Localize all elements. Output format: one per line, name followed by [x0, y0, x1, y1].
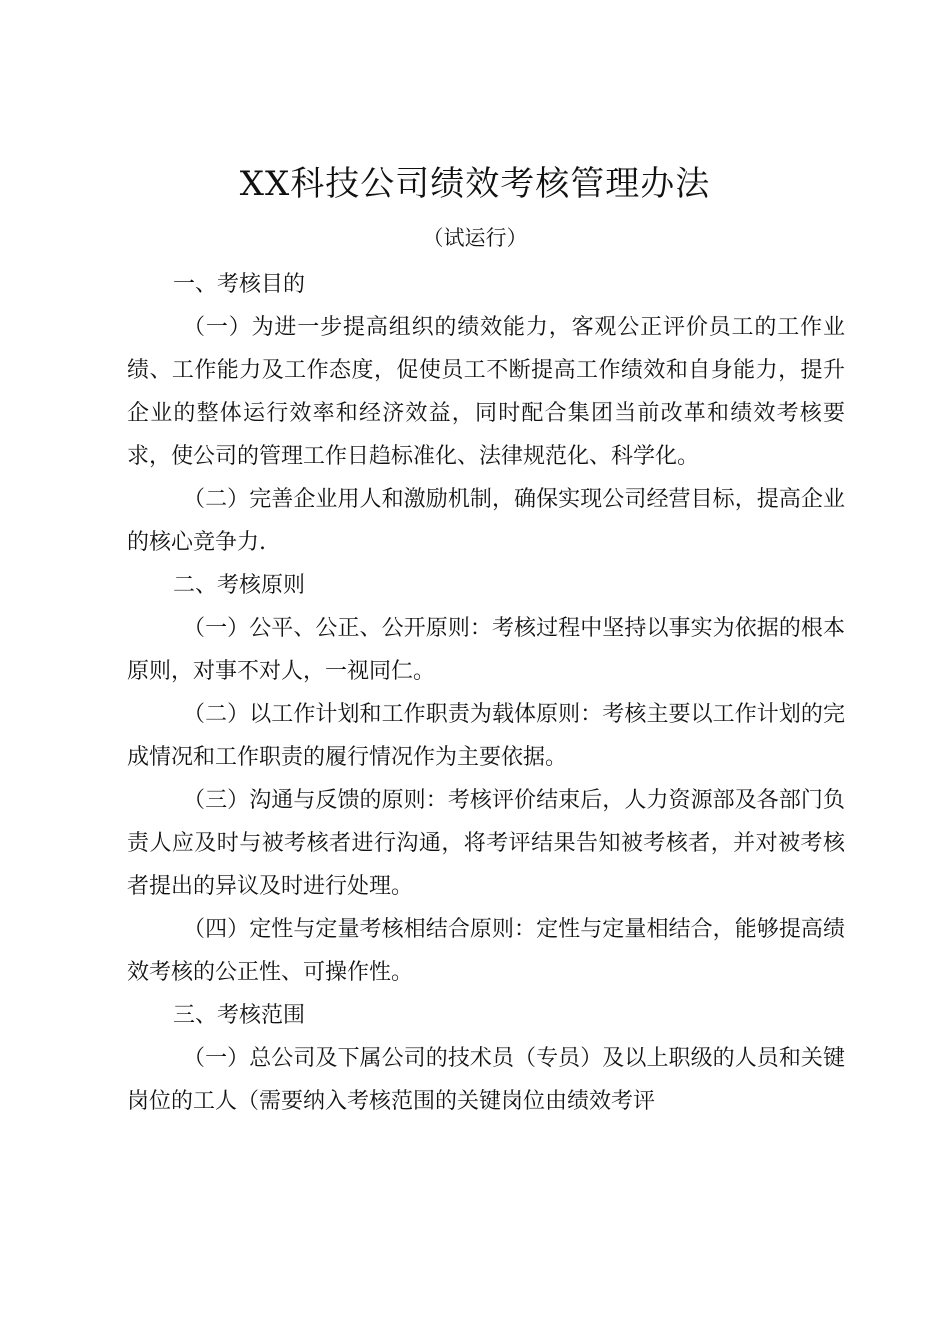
- paragraph: （一）公平、公正、公开原则：考核过程中坚持以事实为依据的根本原则，对事不对人，一视同仁。: [127, 616, 845, 684]
- section-heading: 二、考核原则: [173, 573, 306, 598]
- paragraph: （四）定性与定量考核相结合原则：定性与定量相结合，能够提高绩效考核的公正性、可操作性。: [127, 917, 845, 985]
- document-subtitle: （试运行）: [422, 226, 528, 250]
- document-title: XX科技公司绩效考核管理办法: [239, 164, 711, 204]
- section-heading: 一、考核目的: [173, 272, 306, 297]
- paragraph: （一）为进一步提高组织的绩效能力，客观公正评价员工的工作业绩、工作能力及工作态度，促使员工不断提高工作绩效和自身能力，提升企业的整体运行效率和经济效益，同时配合集团当前改革和绩效考核要求，使公司的管理工作日趋标准化、法律规范化、科学化。: [127, 315, 845, 469]
- paragraph: （二）完善企业用人和激励机制，确保实现公司经营目标，提高企业的核心竞争力.: [127, 487, 845, 555]
- document-body: [127, 263, 845, 1123]
- paragraph: （二）以工作计划和工作职责为载体原则：考核主要以工作计划的完成情况和工作职责的履行情况作为主要依据。: [127, 702, 845, 770]
- paragraph: （三）沟通与反馈的原则：考核评价结束后，人力资源部及各部门负责人应及时与被考核者进行沟通，将考评结果告知被考核者，并对被考核者提出的异议及时进行处理。: [127, 788, 845, 899]
- section-heading: 三、考核范围: [173, 1003, 306, 1028]
- paragraph: （一）总公司及下属公司的技术员（专员）及以上职级的人员和关键岗位的工人（需要纳入考核范围的关键岗位由绩效考评: [127, 1046, 845, 1114]
